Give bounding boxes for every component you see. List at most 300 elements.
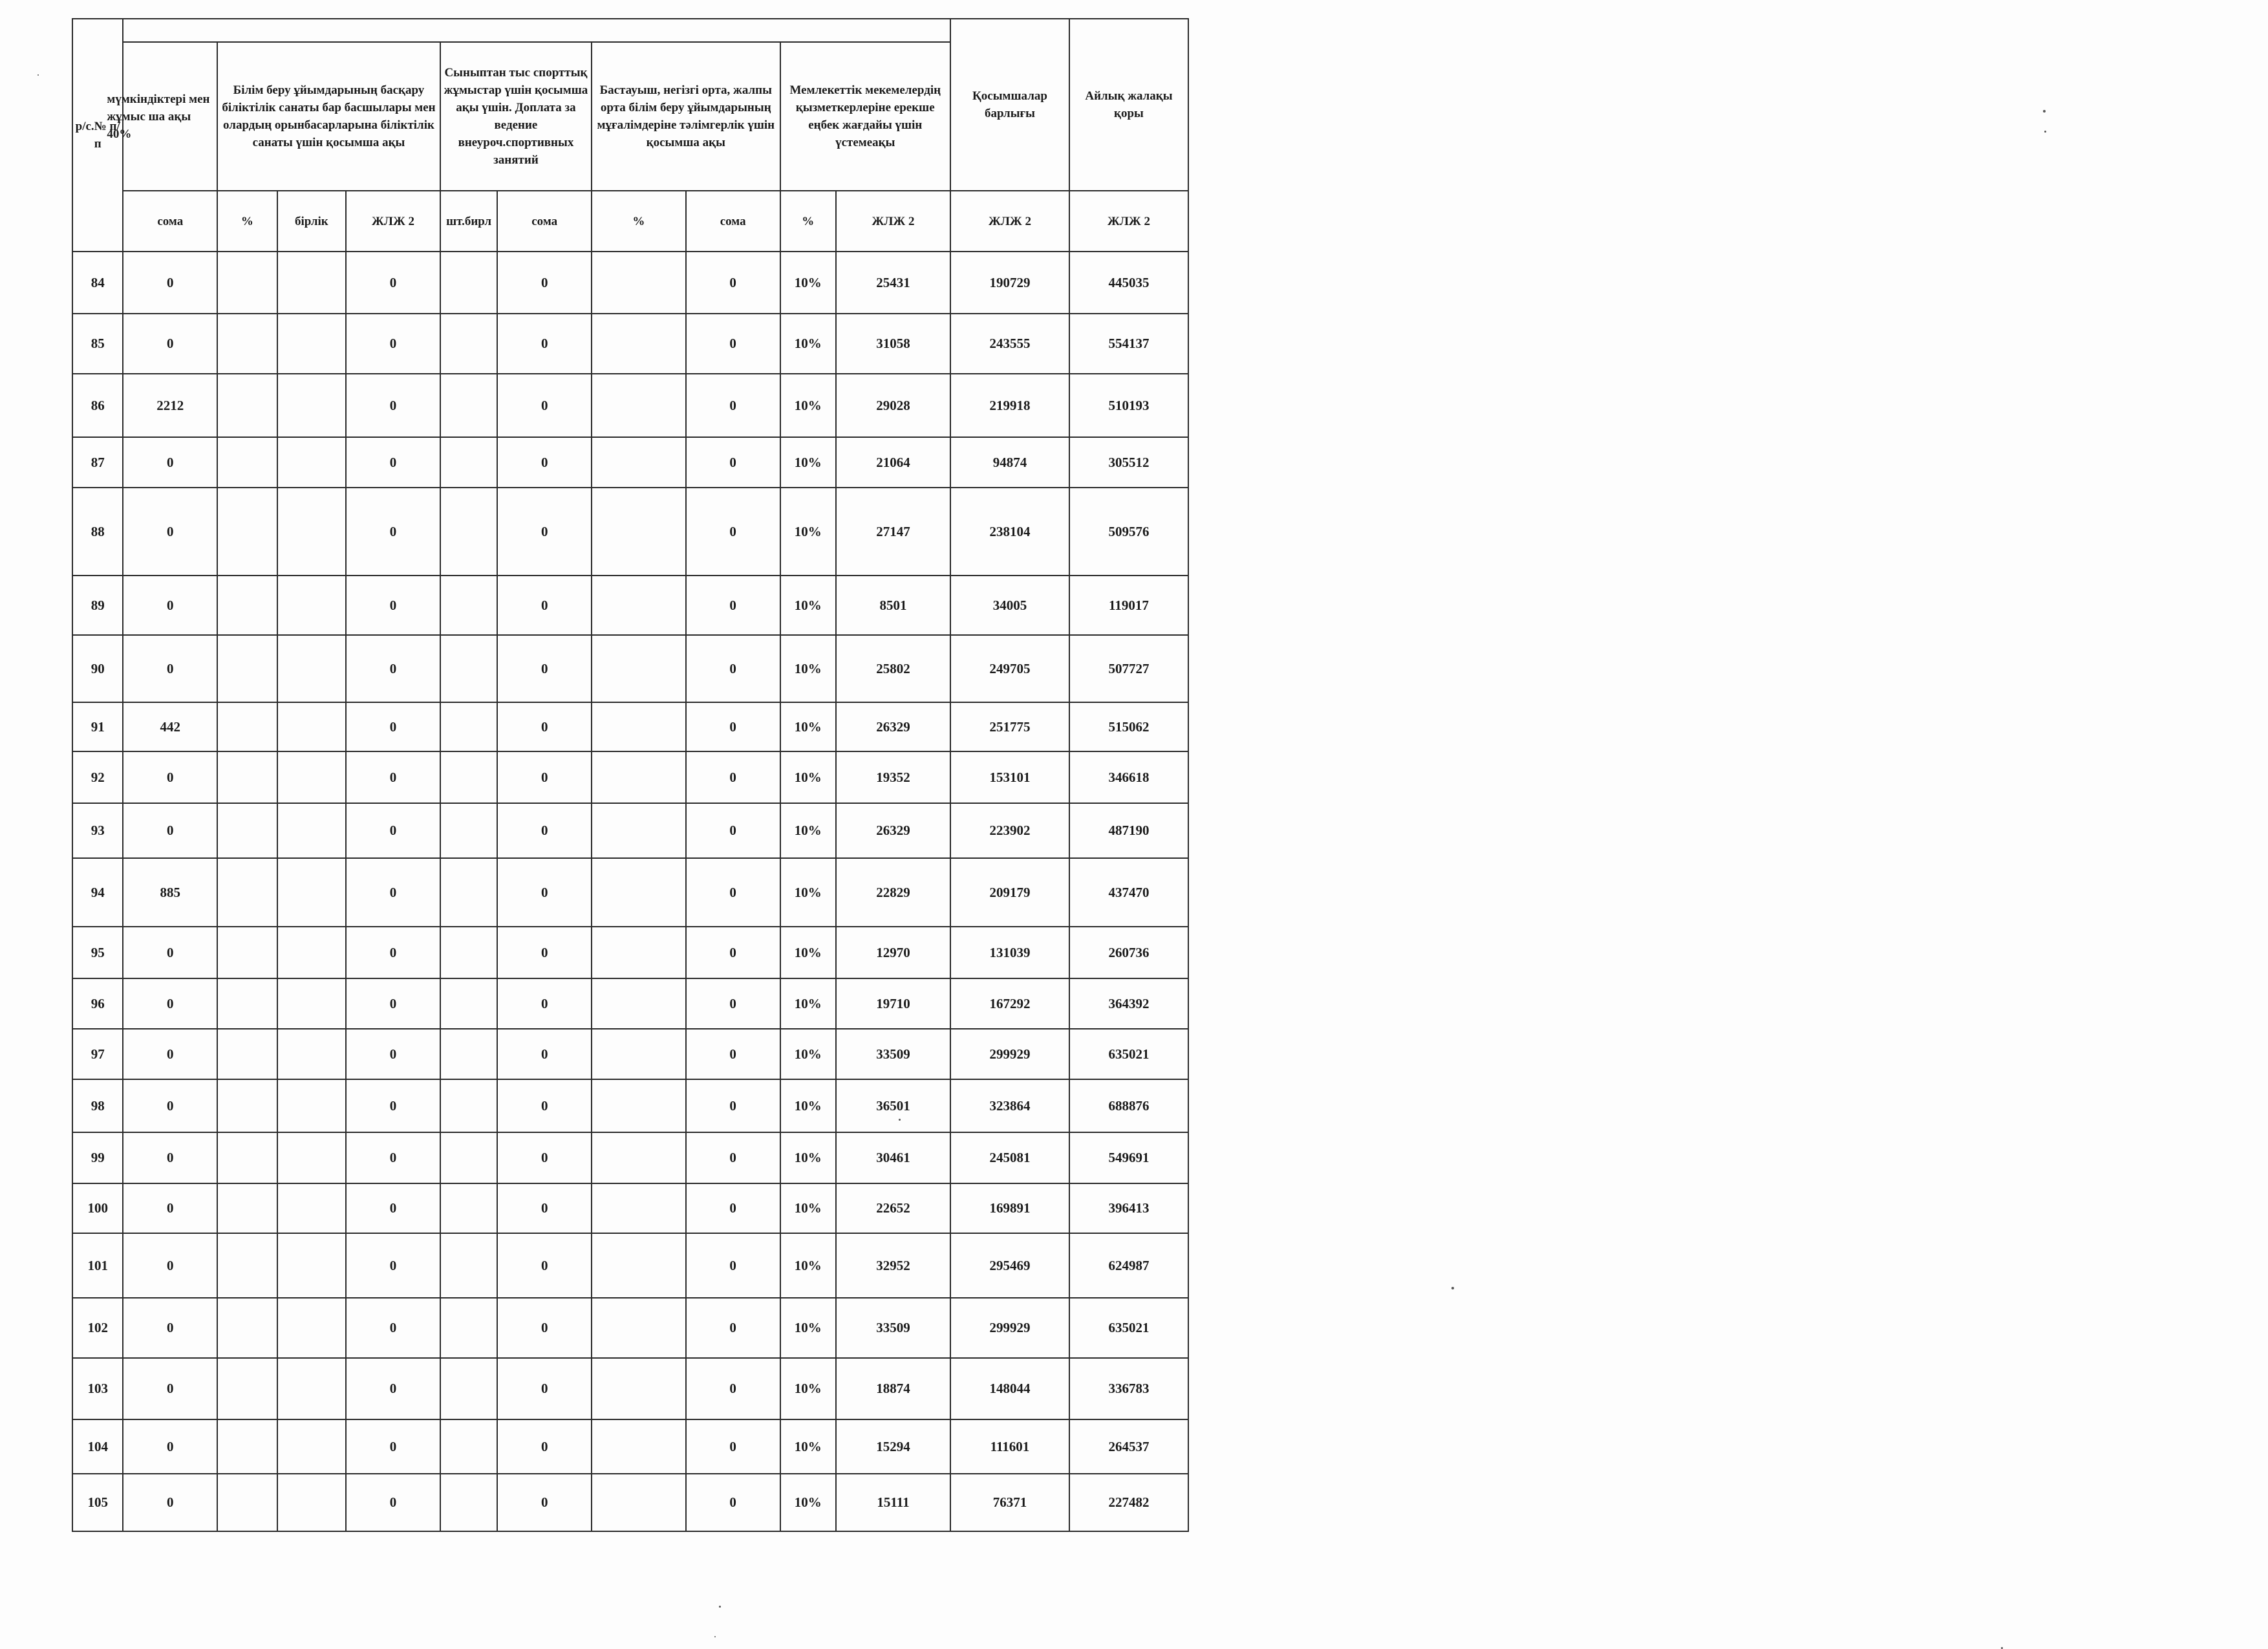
disability-sum-cell: 0: [123, 1358, 217, 1419]
state-percent-cell: 10%: [780, 1183, 836, 1233]
monthly-fund-cell: 487190: [1069, 803, 1188, 858]
state-percent-cell: 10%: [780, 374, 836, 437]
sport-sum-cell: 0: [497, 374, 592, 437]
row-number-cell: 86: [72, 374, 123, 437]
monthly-fund-cell: 264537: [1069, 1419, 1188, 1474]
qual-amount-cell: 0: [346, 635, 440, 702]
sport-sum-cell: 0: [497, 1183, 592, 1233]
qual-percent-cell: [217, 803, 277, 858]
total-additions-cell: 190729: [950, 252, 1069, 314]
mentor-sum-cell: 0: [686, 314, 780, 374]
qual-percent-cell: [217, 978, 277, 1029]
state-percent-cell: 10%: [780, 635, 836, 702]
qual-unit-cell: [277, 1419, 347, 1474]
sport-units-cell: [440, 1233, 497, 1298]
empty-top-header: [123, 19, 950, 42]
sport-units-cell: [440, 978, 497, 1029]
row-number-cell: 90: [72, 635, 123, 702]
qual-amount-cell: 0: [346, 858, 440, 927]
table-row: [72, 1233, 1188, 1298]
subheader-qual-unit: бірлік: [277, 191, 347, 252]
table-row: [72, 751, 1188, 803]
sport-sum-cell: 0: [497, 1132, 592, 1183]
state-percent-cell: 10%: [780, 1132, 836, 1183]
qual-amount-cell: 0: [346, 488, 440, 576]
sport-sum-cell: 0: [497, 978, 592, 1029]
mentor-percent-cell: [592, 1474, 686, 1531]
qual-percent-cell: [217, 488, 277, 576]
qual-unit-cell: [277, 1233, 347, 1298]
row-number-cell: 95: [72, 927, 123, 978]
disability-sum-cell: 0: [123, 1419, 217, 1474]
qual-unit-cell: [277, 702, 347, 751]
total-additions-cell: 148044: [950, 1358, 1069, 1419]
row-number-cell: 102: [72, 1298, 123, 1358]
qual-percent-cell: [217, 314, 277, 374]
mentor-percent-cell: [592, 1079, 686, 1132]
disability-sum-cell: 0: [123, 576, 217, 635]
row-number-cell: 96: [72, 978, 123, 1029]
sport-sum-cell: 0: [497, 1233, 592, 1298]
monthly-fund-cell: 510193: [1069, 374, 1188, 437]
table-row: [72, 858, 1188, 927]
table-row: [72, 1419, 1188, 1474]
sport-sum-cell: 0: [497, 927, 592, 978]
scan-speck: [1451, 1287, 1454, 1289]
state-percent-cell: 10%: [780, 1358, 836, 1419]
mentor-percent-cell: [592, 252, 686, 314]
mentor-sum-cell: 0: [686, 1358, 780, 1419]
qual-unit-cell: [277, 978, 347, 1029]
table-row: [72, 252, 1188, 314]
sport-units-cell: [440, 1474, 497, 1531]
sport-units-cell: [440, 702, 497, 751]
monthly-fund-cell: 554137: [1069, 314, 1188, 374]
sport-units-cell: [440, 1029, 497, 1079]
table-row: [72, 1298, 1188, 1358]
qual-unit-cell: [277, 576, 347, 635]
state-amount-cell: 26329: [836, 803, 950, 858]
row-number-cell: 103: [72, 1358, 123, 1419]
qual-percent-cell: [217, 1079, 277, 1132]
state-percent-cell: 10%: [780, 858, 836, 927]
disability-sum-cell: 0: [123, 927, 217, 978]
total-additions-cell: 167292: [950, 978, 1069, 1029]
qual-amount-cell: 0: [346, 1029, 440, 1079]
subheader-sport-sum: сома: [497, 191, 592, 252]
monthly-fund-cell: 260736: [1069, 927, 1188, 978]
state-amount-cell: 27147: [836, 488, 950, 576]
table-row: [72, 1474, 1188, 1531]
state-percent-cell: 10%: [780, 576, 836, 635]
mentor-percent-cell: [592, 702, 686, 751]
mentor-sum-cell: 0: [686, 858, 780, 927]
qual-unit-cell: [277, 1132, 347, 1183]
disability-sum-cell: 0: [123, 252, 217, 314]
state-amount-cell: 18874: [836, 1358, 950, 1419]
state-amount-cell: 21064: [836, 437, 950, 488]
table-row: [72, 1079, 1188, 1132]
mentor-sum-cell: 0: [686, 1233, 780, 1298]
qual-unit-cell: [277, 858, 347, 927]
state-amount-cell: 22829: [836, 858, 950, 927]
qual-amount-cell: 0: [346, 978, 440, 1029]
state-amount-cell: 36501: [836, 1079, 950, 1132]
monthly-fund-cell: 507727: [1069, 635, 1188, 702]
subheader-state-percent: %: [780, 191, 836, 252]
total-additions-cell: 76371: [950, 1474, 1069, 1531]
mentor-sum-cell: 0: [686, 437, 780, 488]
mentor-sum-cell: 0: [686, 1079, 780, 1132]
total-additions-cell: 249705: [950, 635, 1069, 702]
state-amount-cell: 31058: [836, 314, 950, 374]
subheader-state-amount: ЖЛЖ 2: [836, 191, 950, 252]
monthly-fund-cell: 445035: [1069, 252, 1188, 314]
sport-sum-cell: 0: [497, 1474, 592, 1531]
monthly-fund-cell: 227482: [1069, 1474, 1188, 1531]
mentor-percent-cell: [592, 488, 686, 576]
monthly-fund-cell: 515062: [1069, 702, 1188, 751]
state-percent-cell: 10%: [780, 803, 836, 858]
qual-unit-cell: [277, 927, 347, 978]
monthly-fund-cell: 346618: [1069, 751, 1188, 803]
mentor-sum-cell: 0: [686, 751, 780, 803]
disability-sum-cell: 0: [123, 978, 217, 1029]
state-amount-cell: 19710: [836, 978, 950, 1029]
mentor-percent-cell: [592, 1183, 686, 1233]
subheader-sport-units: шт.бирл: [440, 191, 497, 252]
qual-amount-cell: 0: [346, 252, 440, 314]
sport-units-cell: [440, 927, 497, 978]
qual-percent-cell: [217, 576, 277, 635]
sport-sum-cell: 0: [497, 1358, 592, 1419]
total-additions-cell: 94874: [950, 437, 1069, 488]
sport-units-cell: [440, 576, 497, 635]
state-percent-cell: 10%: [780, 702, 836, 751]
sport-sum-cell: 0: [497, 803, 592, 858]
sport-units-cell: [440, 751, 497, 803]
qual-percent-cell: [217, 1183, 277, 1233]
state-amount-cell: 33509: [836, 1029, 950, 1079]
total-additions-cell: 111601: [950, 1419, 1069, 1474]
mentor-percent-cell: [592, 576, 686, 635]
table-row: [72, 374, 1188, 437]
qual-percent-cell: [217, 1419, 277, 1474]
qual-unit-cell: [277, 1029, 347, 1079]
state-amount-cell: 15111: [836, 1474, 950, 1531]
total-additions-cell: 34005: [950, 576, 1069, 635]
row-number-cell: 93: [72, 803, 123, 858]
table-row: [72, 1029, 1188, 1079]
state-percent-cell: 10%: [780, 927, 836, 978]
state-amount-cell: 33509: [836, 1298, 950, 1358]
mentor-percent-cell: [592, 1132, 686, 1183]
mentor-sum-cell: 0: [686, 1132, 780, 1183]
subheader-qual-percent: %: [217, 191, 277, 252]
table-row: [72, 702, 1188, 751]
table-row: [72, 1132, 1188, 1183]
subheader-disability-sum: сома: [123, 191, 217, 252]
total-additions-header: Қосымшалар барлығы: [950, 19, 1069, 191]
mentor-sum-cell: 0: [686, 252, 780, 314]
qual-amount-cell: 0: [346, 437, 440, 488]
total-additions-cell: 245081: [950, 1132, 1069, 1183]
state-percent-cell: 10%: [780, 488, 836, 576]
qual-unit-cell: [277, 488, 347, 576]
scan-speck: [714, 1636, 716, 1637]
qual-unit-cell: [277, 1474, 347, 1531]
sport-sum-cell: 0: [497, 702, 592, 751]
table-row: [72, 1358, 1188, 1419]
mentor-sum-cell: 0: [686, 803, 780, 858]
total-additions-cell: 251775: [950, 702, 1069, 751]
row-number-cell: 99: [72, 1132, 123, 1183]
mentor-percent-cell: [592, 803, 686, 858]
sport-sum-cell: 0: [497, 751, 592, 803]
row-number-cell: 104: [72, 1419, 123, 1474]
monthly-fund-cell: 437470: [1069, 858, 1188, 927]
mentor-percent-cell: [592, 978, 686, 1029]
disability-sum-cell: 0: [123, 1079, 217, 1132]
disability-sum-cell: 0: [123, 488, 217, 576]
row-number-cell: 87: [72, 437, 123, 488]
sport-sum-cell: 0: [497, 437, 592, 488]
subheader-qual-amount: ЖЛЖ 2: [346, 191, 440, 252]
sport-units-cell: [440, 488, 497, 576]
qual-unit-cell: [277, 635, 347, 702]
total-additions-cell: 209179: [950, 858, 1069, 927]
mentor-percent-cell: [592, 751, 686, 803]
qual-amount-cell: 0: [346, 1233, 440, 1298]
row-number-cell: 84: [72, 252, 123, 314]
state-amount-cell: 25431: [836, 252, 950, 314]
total-additions-cell: 299929: [950, 1298, 1069, 1358]
sport-sum-cell: 0: [497, 1079, 592, 1132]
sport-units-cell: [440, 314, 497, 374]
table-row: [72, 488, 1188, 576]
state-percent-cell: 10%: [780, 1474, 836, 1531]
qual-percent-cell: [217, 702, 277, 751]
sport-sum-cell: 0: [497, 576, 592, 635]
mentor-sum-cell: 0: [686, 1298, 780, 1358]
qual-amount-cell: 0: [346, 1419, 440, 1474]
total-additions-cell: 243555: [950, 314, 1069, 374]
monthly-fund-cell: 509576: [1069, 488, 1188, 576]
monthly-fund-cell: 635021: [1069, 1298, 1188, 1358]
state-amount-cell: 29028: [836, 374, 950, 437]
qual-amount-cell: 0: [346, 1358, 440, 1419]
mentor-percent-cell: [592, 1233, 686, 1298]
qual-unit-cell: [277, 437, 347, 488]
state-percent-cell: 10%: [780, 978, 836, 1029]
scan-speck: [2044, 131, 2046, 133]
qual-percent-cell: [217, 374, 277, 437]
mentor-sum-cell: 0: [686, 1474, 780, 1531]
mentor-sum-cell: 0: [686, 702, 780, 751]
qual-unit-cell: [277, 751, 347, 803]
disability-sum-cell: 442: [123, 702, 217, 751]
state-percent-cell: 10%: [780, 1419, 836, 1474]
qual-percent-cell: [217, 437, 277, 488]
row-number-header: р/с.№ п/п: [72, 19, 123, 252]
disability-sum-cell: 0: [123, 437, 217, 488]
disability-sum-cell: 0: [123, 1183, 217, 1233]
mentor-percent-cell: [592, 314, 686, 374]
row-number-cell: 105: [72, 1474, 123, 1531]
subheader-total-add-amount: ЖЛЖ 2: [950, 191, 1069, 252]
payroll-table: [72, 18, 1189, 1532]
sport-header: Сыныптан тыс спорттық жұмыстар үшін қосымша ақы үшін. Доплата за ведение внеуроч.спортивных занятий: [440, 42, 592, 191]
mentor-percent-cell: [592, 927, 686, 978]
sport-units-cell: [440, 252, 497, 314]
state-amount-cell: 26329: [836, 702, 950, 751]
qual-percent-cell: [217, 1029, 277, 1079]
state-amount-cell: 15294: [836, 1419, 950, 1474]
state-amount-cell: 25802: [836, 635, 950, 702]
qual-amount-cell: 0: [346, 1132, 440, 1183]
qual-amount-cell: 0: [346, 803, 440, 858]
sport-units-cell: [440, 803, 497, 858]
total-additions-cell: 169891: [950, 1183, 1069, 1233]
scan-speck: [37, 74, 39, 76]
qual-unit-cell: [277, 1183, 347, 1233]
sport-sum-cell: 0: [497, 1419, 592, 1474]
sport-units-cell: [440, 437, 497, 488]
monthly-fund-cell: 624987: [1069, 1233, 1188, 1298]
qual-unit-cell: [277, 1298, 347, 1358]
qual-amount-cell: 0: [346, 1298, 440, 1358]
table-head: [72, 19, 1188, 252]
sport-units-cell: [440, 1183, 497, 1233]
mentor-percent-cell: [592, 858, 686, 927]
qual-amount-cell: 0: [346, 1474, 440, 1531]
qual-amount-cell: 0: [346, 1079, 440, 1132]
sport-units-cell: [440, 858, 497, 927]
mentor-percent-cell: [592, 374, 686, 437]
table-row: [72, 314, 1188, 374]
qual-amount-cell: 0: [346, 702, 440, 751]
row-number-cell: 101: [72, 1233, 123, 1298]
disability-sum-cell: 0: [123, 1233, 217, 1298]
state-amount-cell: 19352: [836, 751, 950, 803]
total-additions-cell: 299929: [950, 1029, 1069, 1079]
disability-sum-cell: 0: [123, 1029, 217, 1079]
state-percent-cell: 10%: [780, 314, 836, 374]
sport-units-cell: [440, 635, 497, 702]
qual-unit-cell: [277, 252, 347, 314]
mentor-percent-cell: [592, 1358, 686, 1419]
mentor-sum-cell: 0: [686, 1029, 780, 1079]
sport-sum-cell: 0: [497, 314, 592, 374]
qual-amount-cell: 0: [346, 374, 440, 437]
row-number-cell: 92: [72, 751, 123, 803]
mentor-header: Бастауыш, негізгі орта, жалпы орта білім беру ұйымдарының мұғалімдеріне тәлімгерлік үшін қосымша ақы: [592, 42, 780, 191]
total-additions-cell: 219918: [950, 374, 1069, 437]
monthly-fund-cell: 688876: [1069, 1079, 1188, 1132]
sport-units-cell: [440, 374, 497, 437]
qual-amount-cell: 0: [346, 751, 440, 803]
qual-percent-cell: [217, 635, 277, 702]
row-number-cell: 97: [72, 1029, 123, 1079]
qual-amount-cell: 0: [346, 314, 440, 374]
mentor-sum-cell: 0: [686, 374, 780, 437]
mentor-percent-cell: [592, 1298, 686, 1358]
monthly-fund-header: Айлық жалақы қоры: [1069, 19, 1188, 191]
state-percent-cell: 10%: [780, 1298, 836, 1358]
state-allowance-header: Мемлекеттік мекемелердің қызметкерлеріне ерекше еңбек жағдайы үшін үстемеақы: [780, 42, 950, 191]
row-number-cell: 94: [72, 858, 123, 927]
row-number-cell: 91: [72, 702, 123, 751]
mentor-sum-cell: 0: [686, 635, 780, 702]
sport-sum-cell: 0: [497, 858, 592, 927]
mentor-percent-cell: [592, 437, 686, 488]
sport-sum-cell: 0: [497, 635, 592, 702]
mentor-sum-cell: 0: [686, 1419, 780, 1474]
mentor-sum-cell: 0: [686, 927, 780, 978]
state-amount-cell: 30461: [836, 1132, 950, 1183]
state-percent-cell: 10%: [780, 1079, 836, 1132]
row-number-cell: 89: [72, 576, 123, 635]
qual-amount-cell: 0: [346, 927, 440, 978]
scan-speck: [2043, 110, 2046, 113]
state-percent-cell: 10%: [780, 252, 836, 314]
qualification-header: Білім беру ұйымдарының басқару біліктілік санаты бар басшылары мен олардың орынбасарларына біліктілік санаты үшін қосымша ақы: [217, 42, 440, 191]
state-amount-cell: 22652: [836, 1183, 950, 1233]
mentor-sum-cell: 0: [686, 1183, 780, 1233]
subheader-mentor-percent: %: [592, 191, 686, 252]
table-row: [72, 635, 1188, 702]
total-additions-cell: 153101: [950, 751, 1069, 803]
table-row: [72, 803, 1188, 858]
disability-sum-cell: 885: [123, 858, 217, 927]
state-percent-cell: 10%: [780, 751, 836, 803]
table-row: [72, 978, 1188, 1029]
qual-percent-cell: [217, 1474, 277, 1531]
total-additions-cell: 131039: [950, 927, 1069, 978]
monthly-fund-cell: 549691: [1069, 1132, 1188, 1183]
total-additions-cell: 323864: [950, 1079, 1069, 1132]
monthly-fund-cell: 305512: [1069, 437, 1188, 488]
row-number-cell: 88: [72, 488, 123, 576]
qual-percent-cell: [217, 927, 277, 978]
disability-sum-cell: 0: [123, 1298, 217, 1358]
disability-sum-cell: 0: [123, 803, 217, 858]
disability-sum-cell: 0: [123, 314, 217, 374]
qual-percent-cell: [217, 252, 277, 314]
row-number-cell: 100: [72, 1183, 123, 1233]
monthly-fund-cell: 364392: [1069, 978, 1188, 1029]
subheader-mentor-sum: сома: [686, 191, 780, 252]
qual-unit-cell: [277, 1079, 347, 1132]
sport-units-cell: [440, 1298, 497, 1358]
state-percent-cell: 10%: [780, 437, 836, 488]
qual-unit-cell: [277, 314, 347, 374]
qual-unit-cell: [277, 374, 347, 437]
monthly-fund-cell: 336783: [1069, 1358, 1188, 1419]
state-percent-cell: 10%: [780, 1233, 836, 1298]
subheader-fund-amount: ЖЛЖ 2: [1069, 191, 1188, 252]
total-additions-cell: 223902: [950, 803, 1069, 858]
monthly-fund-cell: 119017: [1069, 576, 1188, 635]
disability-header: мүмкіндіктері мен жұмыс ша ақы 40%: [123, 42, 217, 191]
table-row: [72, 437, 1188, 488]
sport-units-cell: [440, 1079, 497, 1132]
sport-units-cell: [440, 1132, 497, 1183]
mentor-sum-cell: 0: [686, 576, 780, 635]
qual-amount-cell: 0: [346, 576, 440, 635]
qual-percent-cell: [217, 1358, 277, 1419]
qual-amount-cell: 0: [346, 1183, 440, 1233]
